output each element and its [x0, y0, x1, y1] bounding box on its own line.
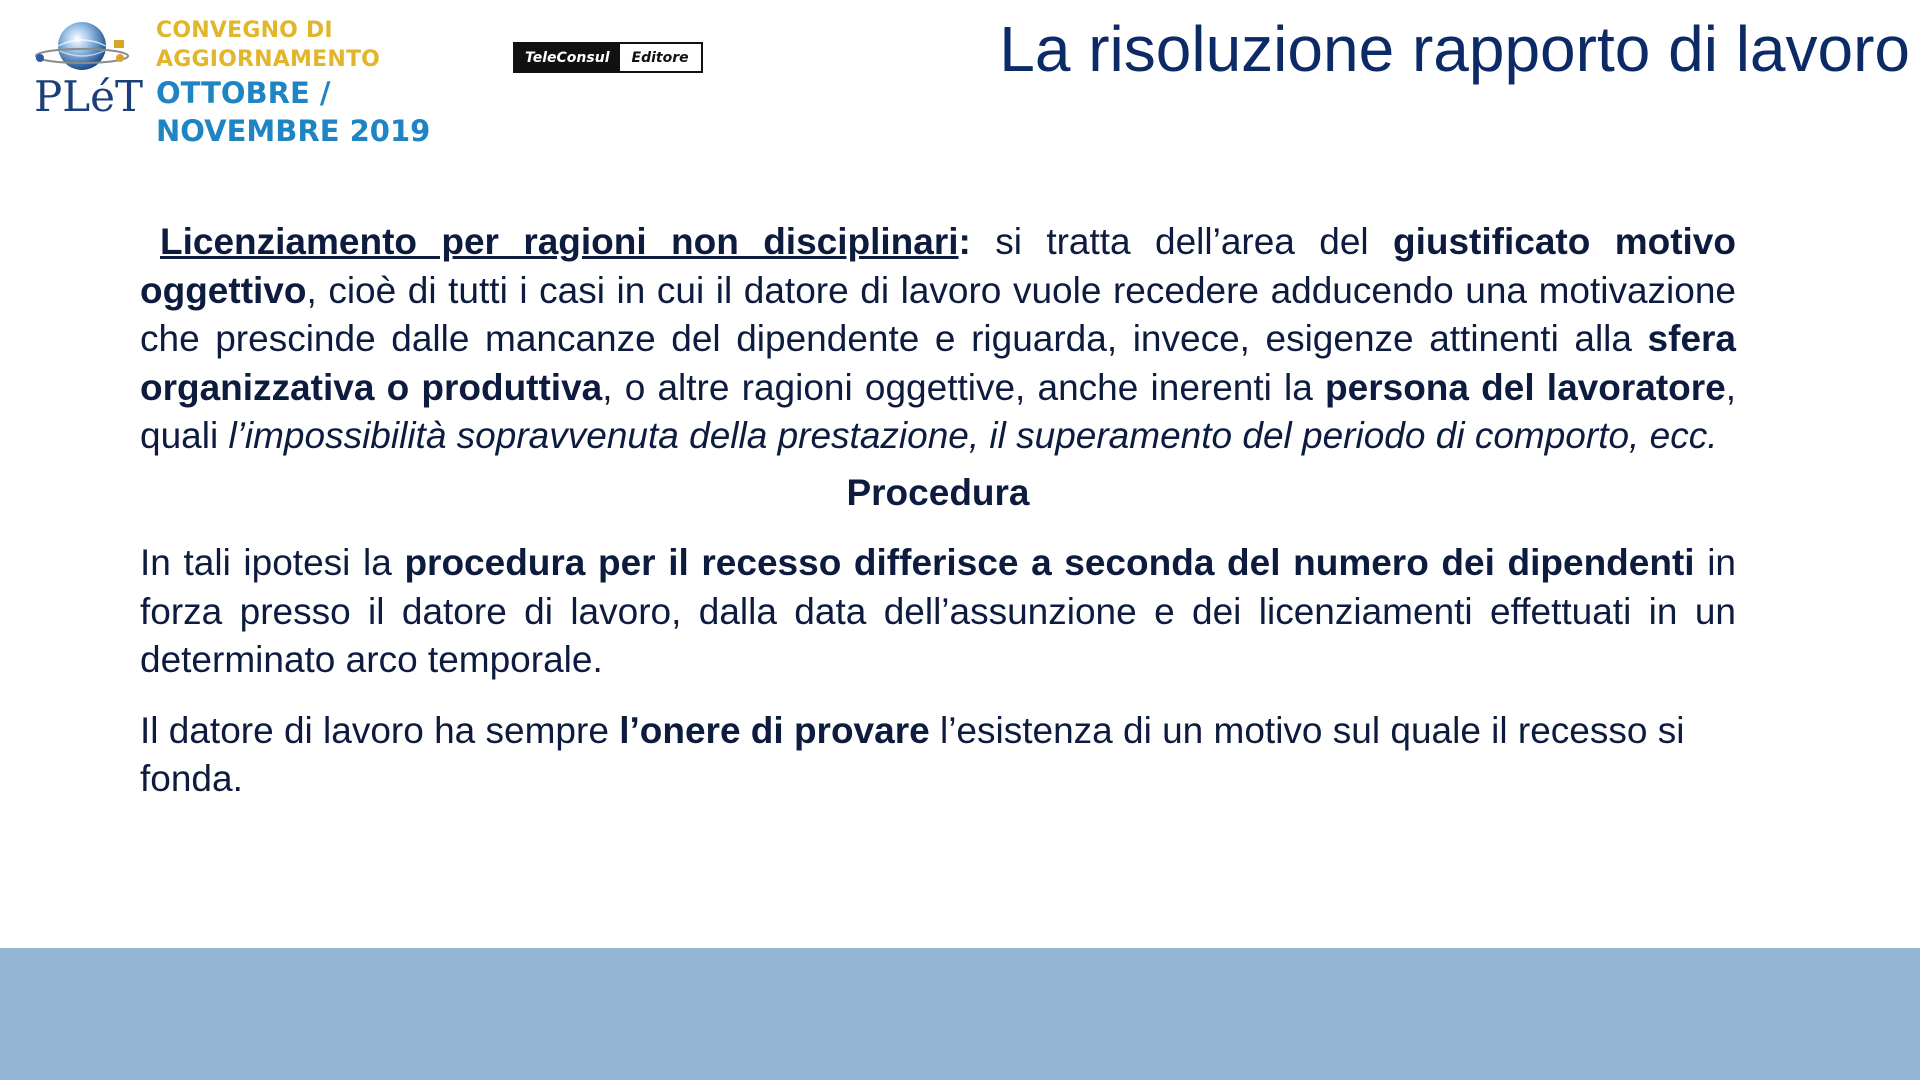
licenziamento-heading: Licenziamento per ragioni non disciplinari	[160, 221, 959, 262]
p3-bold1: l’onere di provare	[619, 709, 930, 751]
colon: :	[958, 221, 971, 262]
publisher-badge	[513, 42, 703, 73]
paragraph-onere	[140, 707, 1736, 804]
p1-text3: , o altre ragioni oggettive, anche inerenti la	[602, 366, 1326, 408]
p3-text2: l’esistenza di un motivo sul quale il recesso si fonda.	[140, 709, 1685, 799]
convegno-line1: CONVEGNO DI	[156, 18, 333, 43]
slide-body	[140, 218, 1736, 804]
procedura-heading: Procedura	[846, 471, 1030, 513]
p1-bold3: persona del lavoratore	[1325, 366, 1726, 408]
p3-text1: Il datore di lavoro ha sempre	[140, 709, 620, 751]
convegno-line2: AGGIORNAMENTO	[156, 47, 381, 72]
convegno-block	[156, 16, 456, 150]
p2-text2: in forza presso il datore di lavoro, dalla data dell’assunzione e dei licenziamenti effettuati in un determinato arco temporale.	[140, 542, 1736, 680]
p2-text1: In tali ipotesi la	[140, 542, 405, 583]
p1-text4: , quali	[140, 366, 1737, 456]
publisher-left: TeleConsul	[515, 44, 620, 71]
slide-title: La risoluzione rapporto di lavoro	[999, 13, 1910, 85]
logo-wordmark: PLéT	[34, 72, 144, 121]
period-line1: OTTOBRE /	[156, 76, 331, 110]
footer-band	[0, 948, 1920, 1080]
p1-italic1: l’impossibilità sopravvenuta della prestazione, il superamento del periodo di comporto, ecc.	[228, 415, 1718, 456]
publisher-right: Editore	[620, 44, 701, 71]
period-line2: NOVEMBRE 2019	[156, 114, 431, 148]
paragraph-licenziamento	[140, 218, 1736, 461]
p2-bold1: procedura per il recesso differisce a seconda del numero dei dipendenti	[404, 542, 1695, 583]
p1-bold2: sfera organizzativa o produttiva	[140, 318, 1736, 408]
p1-text1: si tratta dell’area del	[970, 221, 1393, 262]
paragraph-procedura	[140, 539, 1736, 685]
p1-bold1: giustificato motivo oggettivo	[140, 221, 1736, 311]
p1-text2: , cioè di tutti i casi in cui il datore di lavoro vuole recedere adducendo una motivazione che prescinde dalle mancanze del dipendente e riguarda, invece, esigenze attinenti alla	[140, 269, 1736, 359]
